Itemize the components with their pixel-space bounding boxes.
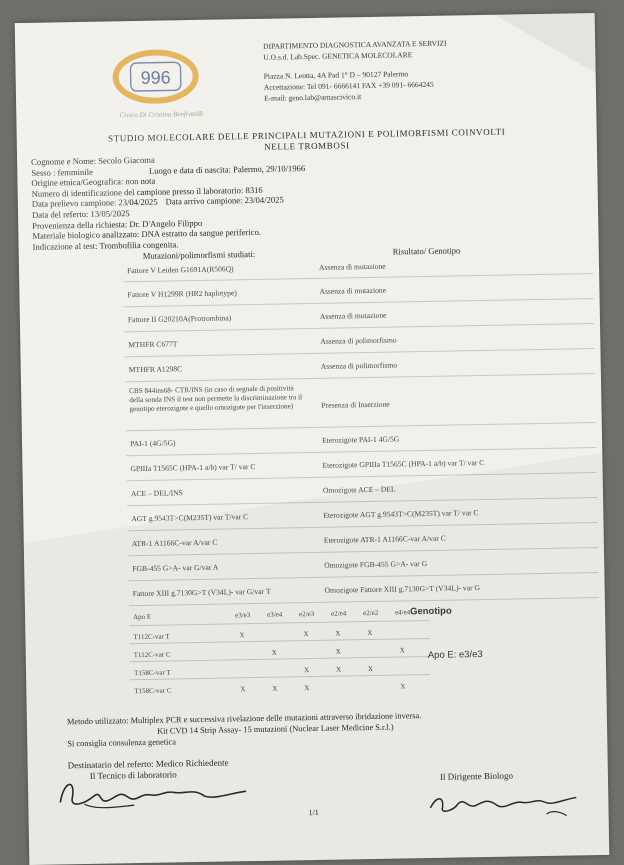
results-table (123, 255, 599, 606)
row-result: Eterozigote GPIIIa T1565C (HPA-1 a/b) var T/ var C (322, 457, 485, 470)
apoe-gene-label: Apo E (133, 612, 152, 622)
header-results: Risultato/ Genotipo (392, 245, 461, 257)
method-section (67, 707, 587, 749)
lab-address: Piazza N. Leotta, 4A Pad 1° D – 90127 Palermo (263, 69, 409, 81)
apoe-genotype-col: e4/e4 (394, 608, 411, 617)
logo-subtitle: Civico Di Cristina Benfratelli (119, 109, 204, 120)
row-test: ACE – DEL/INS (130, 488, 183, 499)
row-result: Assenza di polimorfismo (320, 360, 398, 371)
row-result: Eterozigote PAI-1 4G/5G (321, 434, 400, 445)
apoe-mark: X (240, 685, 246, 694)
header-mutations: Mutazioni/polimorfismi studiati: (142, 248, 256, 261)
apoe-mark: X (367, 664, 374, 674)
row-result: Assenza di mutazione (318, 261, 386, 272)
row-test: ATR-1 A1166C-var A/var C (131, 537, 218, 549)
page-number: 1/1 (308, 807, 319, 818)
unit-name: U.O.s.d. Lab.Spec. GENETICA MOLECOLARE (263, 50, 413, 62)
apoe-mark: X (303, 630, 309, 639)
apoe-table (129, 601, 601, 701)
report-recipient: Destinatario del referto: Medico Richiedente (67, 757, 229, 771)
patient-info (31, 147, 593, 252)
patient-birth: Luogo e data di nascita: Palermo, 29/10/1966 (148, 162, 306, 176)
apoe-variant-label: T158C-var T (133, 668, 171, 678)
apoe-mark: X (335, 647, 341, 656)
row-test: FGB-455 G>A- var G/var A (132, 562, 219, 574)
apoe-variant-label: T112C-var T (133, 632, 170, 642)
method-description: Metodo utilizzato: Multiplex PCR e successiva rivelazione delle mutazioni attraverso ibridazione inversa. (66, 711, 422, 727)
sample-date: Data prelievo campione: 23/04/2025 (31, 197, 158, 210)
apoe-divider (130, 656, 430, 662)
apoe-mark: X (335, 629, 341, 638)
row-test: MTHFR C677T (128, 339, 178, 350)
report-page (15, 13, 610, 865)
apoe-mark: X (367, 628, 373, 638)
row-test: Fattore V Leiden G1691A(R506Q) (126, 264, 234, 276)
apoe-genotype-col: e2/e3 (298, 609, 315, 619)
apoe-result: Apo E: e3/e3 (427, 649, 483, 662)
logo-mark-text: 996 (140, 67, 171, 88)
row-result: Assenza di mutazione (319, 285, 387, 296)
apoe-mark: X (272, 684, 278, 693)
apoe-mark: X (399, 646, 405, 655)
report-title-line1: STUDIO MOLECOLARE DELLE PRINCIPALI MUTAZIONI E POLIMORFISMI COINVOLTI (107, 126, 506, 144)
apoe-genotype-col: e3/e4 (266, 610, 283, 619)
genetic-counseling: Si consiglia consulenza genetica (67, 737, 176, 749)
row-result: Omozigote FGB-455 G>A- var G (324, 559, 428, 570)
apoe-genotype-col: e2/e4 (330, 609, 347, 618)
row-test: CBS 844ins68- CTR/INS (in caso di segnale di positività della sonda INS il test non permette la discriminazione tra il genotipo eterozigote e quello omozigote per l'inserzione) (129, 384, 303, 414)
arrival-date: Data arrivo campione: 23/04/2025 (165, 194, 284, 207)
lab-phone: Accettazione: Tel 091- 6666141 FAX +39 091- 6664245 (263, 79, 434, 92)
row-test: Fattore V H1299R (HR2 haplotype) (127, 288, 237, 300)
report-date: Data del referto: 13/05/2025 (31, 208, 130, 220)
row-test: GPIIIa T1565C (HPA-1 a/b) var T/ var C (130, 461, 256, 474)
apoe-divider (130, 638, 430, 644)
test-indication: Indicazione al test: Trombofilia congenita. (32, 239, 179, 252)
method-kit: Kit CVD 14 Strip Assay- 15 mutazioni (Nuclear Laser Medicine S.r.l.) (156, 722, 394, 736)
row-test: MTHFR A1298C (128, 364, 183, 375)
apoe-genotype-heading: Genotipo (409, 605, 452, 618)
technician-signature (54, 771, 255, 814)
apoe-genotype-col: e2/e2 (362, 608, 379, 618)
apoe-mark: X (304, 684, 310, 693)
apoe-divider (129, 620, 429, 626)
sample-id: Numero di identificazione del campione presso il laboratorio: 8316 (31, 184, 263, 199)
row-result: Presenza di Inserzione (321, 399, 390, 410)
row-test: PAI-1 (4G/5G) (129, 438, 176, 449)
patient-sex: Sesso : femminile (31, 166, 93, 178)
biological-material: Materiale biologico analizzato: DNA estratto da sangue periferico. (32, 227, 262, 242)
row-result: Assenza di polimorfismo (320, 335, 397, 346)
apoe-divider (130, 674, 430, 680)
apoe-genotype-col: e3/e3 (234, 611, 251, 620)
technician-label: Il Tecnico di laboratorio (89, 769, 177, 781)
department-name: DIPARTIMENTO DIAGNOSTICA AVANZATA E SERVIZI (263, 38, 447, 51)
director-label: Il Dirigente Biologo (439, 770, 513, 782)
apoe-mark: X (271, 648, 277, 657)
logo-mark-icon (110, 48, 201, 106)
director-signature (426, 783, 587, 826)
apoe-variant-label: T158C-var C (134, 686, 172, 696)
lab-email: E-mail: geno.lab@arnascivico.it (263, 92, 362, 103)
patient-name: Cognome e Nome: Secolo Giacoma (31, 154, 155, 167)
apoe-mark: X (239, 631, 245, 640)
hospital-logo (55, 47, 266, 131)
row-result: Omozigote ACE – DEL (322, 484, 396, 495)
apoe-mark: X (400, 682, 406, 691)
row-result: Assenza di mutazione (319, 310, 387, 321)
row-result: Eterozigote ATR-1 A1166C-var A/var C (323, 533, 446, 545)
row-result: Omozigote Fattore XIII g.7130G>T (V34L)- var G (324, 583, 481, 595)
patient-origin: Origine etnica/Geografica: non nota (31, 175, 156, 189)
row-test: Fattore II G20210A(Protrombina) (127, 313, 232, 325)
lab-header (263, 35, 584, 104)
apoe-mark: X (303, 666, 310, 675)
table-row (125, 374, 596, 431)
requester: Provenienza della richiesta: Dr. D'Angelo Filippo (32, 217, 203, 231)
report-title-line2: NELLE TROMBOSI (264, 140, 350, 152)
apoe-variant-label: T112C-var C (133, 650, 171, 660)
row-test: Fattore XIII g.7130G>T (V34L)- var G/var T (132, 586, 271, 599)
row-test: AGT g.9543T>C(M235T) var T/var C (131, 512, 249, 524)
row-result: Eterozigote AGT g.9543T>C(M235T) var T/ var C (323, 508, 479, 520)
apoe-mark: X (335, 665, 342, 674)
